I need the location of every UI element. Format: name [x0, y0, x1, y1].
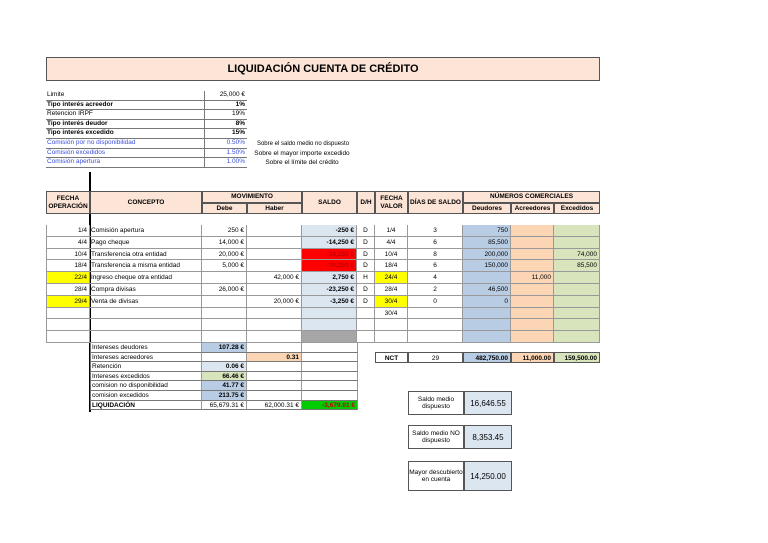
fecha-operacion-cell[interactable] [46, 319, 90, 331]
param-label: Tipo interés excedido [47, 129, 114, 137]
dias-cell[interactable]: 6 [408, 237, 463, 249]
fecha-operacion-cell[interactable]: 28/4 [46, 284, 90, 296]
summary-haber-cell: 0.31 [247, 353, 302, 363]
param-row [46, 158, 247, 168]
deudores-cell[interactable] [463, 319, 511, 331]
dias-cell[interactable]: 6 [408, 260, 463, 272]
dias-cell[interactable] [408, 331, 463, 343]
deudores-cell[interactable] [463, 272, 511, 284]
result-box-value: 16,646.55 [464, 391, 512, 415]
acreedores-cell[interactable]: 11,000 [511, 272, 554, 284]
deudores-cell[interactable] [463, 331, 511, 343]
acreedores-cell[interactable] [511, 319, 554, 331]
table-row [46, 319, 600, 331]
haber-cell[interactable] [247, 225, 302, 237]
summary-saldo-cell: -3,679.01 € [302, 401, 358, 411]
acreedores-cell[interactable] [511, 296, 554, 308]
param-row [46, 139, 247, 149]
saldo-cell[interactable]: -250 € [302, 225, 357, 237]
haber-cell[interactable] [247, 308, 302, 320]
header-saldo: SALDO [302, 191, 357, 214]
dias-cell[interactable] [408, 308, 463, 320]
result-box-label: Mayor descubierto en cuenta [408, 461, 464, 491]
header-dias-saldo: DÍAS DE SALDO [408, 191, 463, 214]
param-label: Comisión apertura [47, 158, 101, 166]
summary-saldo-cell [302, 391, 358, 401]
fecha-valor-cell[interactable]: 28/4 [375, 284, 408, 296]
concepto-cell[interactable]: Pago cheque [90, 237, 202, 249]
summary-label-cell: Intereses acreedores [90, 353, 202, 363]
summary-row [90, 391, 358, 401]
excedidos-cell[interactable]: 85,500 [554, 260, 600, 272]
dh-cell[interactable]: D [357, 284, 375, 296]
fecha-valor-cell[interactable]: 24/4 [375, 272, 408, 284]
table-row [46, 296, 600, 308]
header-excedidos: Excedidos [554, 203, 600, 214]
haber-cell[interactable]: 42,000 € [247, 272, 302, 284]
param-value[interactable]: 15% [204, 129, 246, 138]
result-box-value: 8,353.45 [464, 425, 512, 449]
header-haber: Haber [247, 203, 302, 214]
header-acreedores: Acreedores [511, 203, 554, 214]
saldo-cell[interactable] [302, 319, 357, 331]
summary-debe-cell: 66.46 € [202, 372, 247, 382]
param-label: Comisión excedidos [47, 148, 106, 156]
saldo-cell[interactable]: -34,250 € [302, 249, 357, 261]
debe-cell[interactable] [202, 331, 247, 343]
result-boxes [408, 391, 512, 491]
fecha-valor-cell[interactable]: 30/4 [375, 308, 408, 320]
dh-cell[interactable] [357, 319, 375, 331]
haber-cell[interactable] [247, 249, 302, 261]
debe-cell[interactable] [202, 296, 247, 308]
deudores-cell[interactable]: 46,500 [463, 284, 511, 296]
summary-haber-cell [247, 343, 302, 353]
fecha-valor-cell[interactable] [375, 319, 408, 331]
fecha-operacion-cell[interactable]: 22/4 [46, 272, 90, 284]
movements-table [46, 225, 600, 343]
fecha-operacion-cell[interactable] [46, 331, 90, 343]
excedidos-cell[interactable] [554, 225, 600, 237]
acreedores-cell[interactable] [511, 225, 554, 237]
summary-row [90, 401, 358, 411]
dias-cell[interactable] [408, 319, 463, 331]
debe-cell[interactable] [202, 319, 247, 331]
concepto-cell[interactable]: Venta de divisas [90, 296, 202, 308]
header-movimiento: MOVIMIENTO [202, 191, 302, 203]
fecha-operacion-cell[interactable]: 10/4 [46, 249, 90, 261]
dh-cell[interactable]: D [357, 296, 375, 308]
dh-cell[interactable] [357, 331, 375, 343]
param-row [46, 110, 247, 120]
saldo-cell[interactable]: -3,250 € [302, 296, 357, 308]
haber-cell[interactable] [247, 331, 302, 343]
param-value[interactable]: 1.50% [204, 149, 246, 158]
table-row [46, 260, 600, 272]
fecha-valor-cell[interactable]: 4/4 [375, 237, 408, 249]
param-value[interactable]: 19% [204, 110, 246, 119]
param-row [46, 120, 247, 130]
dh-cell[interactable]: D [357, 260, 375, 272]
acreedores-cell[interactable] [511, 308, 554, 320]
table-row [46, 308, 600, 320]
summary-saldo-cell [302, 362, 358, 372]
excedidos-cell[interactable] [554, 237, 600, 249]
excedidos-cell[interactable] [554, 331, 600, 343]
acreedores-cell[interactable] [511, 249, 554, 261]
summary-saldo-cell [302, 381, 358, 391]
saldo-cell[interactable]: -23,250 € [302, 284, 357, 296]
header-numeros-comerciales: NÚMEROS COMERCIALES [463, 191, 600, 203]
fecha-valor-cell[interactable]: 30/4 [375, 296, 408, 308]
dias-cell[interactable]: 2 [408, 284, 463, 296]
param-label: Limite [47, 91, 65, 98]
summary-row [90, 372, 358, 382]
summary-label-cell: comision no disponibilidad [90, 381, 202, 391]
table-row [46, 249, 600, 261]
summary-debe-cell: 65,679.31 € [202, 401, 247, 411]
acreedores-cell[interactable] [511, 331, 554, 343]
excedidos-cell[interactable] [554, 284, 600, 296]
totals-exce-cell: 159,500.00 [554, 352, 600, 363]
debe-cell[interactable] [202, 308, 247, 320]
concepto-cell[interactable] [90, 308, 202, 320]
header-debe: Debe [202, 203, 247, 214]
debe-cell[interactable] [202, 272, 247, 284]
summary-table [90, 343, 358, 410]
dias-cell[interactable]: 4 [408, 272, 463, 284]
summary-label-cell: Retención [90, 362, 202, 372]
summary-row [90, 343, 358, 353]
excedidos-cell[interactable] [554, 272, 600, 284]
saldo-cell[interactable] [302, 331, 357, 343]
concepto-cell[interactable]: Transferencia otra entidad [90, 249, 202, 261]
concepto-cell[interactable]: Compra divisas [90, 284, 202, 296]
deudores-cell[interactable]: 750 [463, 225, 511, 237]
haber-cell[interactable] [247, 260, 302, 272]
debe-cell[interactable]: 250 € [202, 225, 247, 237]
sheet-title: LIQUIDACIÓN CUENTA DE CRÉDITO [46, 57, 600, 81]
haber-cell[interactable] [247, 319, 302, 331]
summary-debe-cell: 213.75 € [202, 391, 247, 401]
summary-debe-cell: 0.06 € [202, 362, 247, 372]
table-row [46, 272, 600, 284]
summary-row [90, 381, 358, 391]
saldo-cell[interactable] [302, 308, 357, 320]
param-value[interactable]: 0.50% [204, 139, 246, 148]
totals-label-cell: NCT [375, 352, 408, 363]
totals-acre-cell: 11,000.00 [511, 352, 554, 363]
summary-saldo-cell [302, 343, 358, 353]
param-value[interactable]: 25,000 € [204, 91, 246, 100]
totals-row [375, 352, 600, 363]
haber-cell[interactable] [247, 284, 302, 296]
header-deudores: Deudores [463, 203, 511, 214]
note-apertura: Sobre el límite del crédito [265, 159, 339, 166]
param-value[interactable]: 8% [204, 120, 246, 129]
dh-cell[interactable] [357, 308, 375, 320]
result-box-label: Saldo medio dispuesto [408, 391, 464, 415]
header-fecha-operacion: FECHA OPERACIÓN [46, 191, 90, 214]
saldo-cell[interactable]: -14,250 € [302, 237, 357, 249]
fecha-operacion-cell[interactable]: 4/4 [46, 237, 90, 249]
acreedores-cell[interactable] [511, 260, 554, 272]
summary-label-cell: LIQUIDACIÓN [90, 401, 202, 411]
dh-cell[interactable]: D [357, 237, 375, 249]
totals-deud-cell: 482,750.00 [463, 352, 511, 363]
summary-debe-cell: 41.77 € [202, 381, 247, 391]
fecha-operacion-cell[interactable]: 18/4 [46, 260, 90, 272]
dh-cell[interactable]: D [357, 225, 375, 237]
result-box-label: Saldo medio NO dispuesto [408, 425, 464, 449]
deudores-cell[interactable]: 150,000 [463, 260, 511, 272]
summary-row [90, 362, 358, 372]
concepto-cell[interactable]: Transferencia a misma entidad [90, 260, 202, 272]
header-dh: D/H [357, 191, 375, 214]
deudores-cell[interactable]: 0 [463, 296, 511, 308]
note-excedidos: Sobre el mayor importe excedido [254, 150, 350, 157]
summary-saldo-cell [302, 353, 358, 363]
debe-cell[interactable]: 14,000 € [202, 237, 247, 249]
dias-cell[interactable]: 3 [408, 225, 463, 237]
fecha-operacion-cell[interactable] [46, 308, 90, 320]
debe-cell[interactable]: 5,000 € [202, 260, 247, 272]
summary-debe-cell [202, 353, 247, 363]
concepto-cell[interactable]: Ingreso cheque otra entidad [90, 272, 202, 284]
summary-haber-cell [247, 381, 302, 391]
summary-label-cell: Intereses excedidos [90, 372, 202, 382]
fecha-operacion-cell[interactable]: 29/4 [46, 296, 90, 308]
param-label: Comisión por no disponibilidad [47, 138, 136, 146]
param-row [46, 129, 247, 139]
table-row [46, 225, 600, 237]
dh-cell[interactable]: H [357, 272, 375, 284]
summary-debe-cell: 107.28 € [202, 343, 247, 353]
debe-cell[interactable]: 20,000 € [202, 249, 247, 261]
excedidos-cell[interactable] [554, 319, 600, 331]
param-row [46, 91, 247, 101]
acreedores-cell[interactable] [511, 237, 554, 249]
table-row [46, 237, 600, 249]
excedidos-cell[interactable]: 74,000 [554, 249, 600, 261]
debe-cell[interactable]: 26,000 € [202, 284, 247, 296]
table-row [46, 331, 600, 343]
haber-cell[interactable] [247, 237, 302, 249]
summary-label-cell: Intereses deudores [90, 343, 202, 353]
fecha-operacion-cell[interactable]: 1/4 [46, 225, 90, 237]
dias-cell[interactable]: 8 [408, 249, 463, 261]
fecha-valor-cell[interactable]: 1/4 [375, 225, 408, 237]
saldo-cell[interactable]: 2,750 € [302, 272, 357, 284]
haber-cell[interactable]: 20,000 € [247, 296, 302, 308]
header-fecha-valor: FECHA VALOR [375, 191, 408, 214]
concepto-cell[interactable] [90, 319, 202, 331]
fecha-valor-cell[interactable]: 18/4 [375, 260, 408, 272]
summary-haber-cell [247, 362, 302, 372]
dh-cell[interactable]: D [357, 249, 375, 261]
param-label: Tipo interés acreedor [47, 100, 113, 108]
table-row [46, 284, 600, 296]
note-no-disponibilidad: Sobre el saldo medio no dispuesto [256, 141, 350, 147]
result-box-value: 14,250.00 [464, 461, 512, 491]
deudores-cell[interactable] [463, 308, 511, 320]
acreedores-cell[interactable] [511, 284, 554, 296]
parameters-table [46, 91, 247, 168]
summary-haber-cell [247, 372, 302, 382]
concepto-cell[interactable] [90, 331, 202, 343]
totals-dias-cell: 29 [408, 352, 463, 363]
concepto-cell[interactable]: Comisión apertura [90, 225, 202, 237]
summary-label-cell: comision excedidos [90, 391, 202, 401]
param-row [46, 149, 247, 159]
summary-haber-cell: 62,000.31 € [247, 401, 302, 411]
param-value[interactable]: 1% [204, 101, 246, 110]
excedidos-cell[interactable] [554, 308, 600, 320]
fecha-valor-cell[interactable]: 10/4 [375, 249, 408, 261]
summary-saldo-cell [302, 372, 358, 382]
saldo-cell[interactable]: -39,250 € [302, 260, 357, 272]
header-concepto: CONCEPTO [90, 191, 202, 214]
param-row [46, 101, 247, 111]
dias-cell[interactable]: 0 [408, 296, 463, 308]
param-label: Tipo interés deudor [47, 119, 108, 127]
summary-row [90, 353, 358, 363]
deudores-cell[interactable]: 200,000 [463, 249, 511, 261]
deudores-cell[interactable]: 85,500 [463, 237, 511, 249]
param-value[interactable]: 1.00% [204, 158, 246, 167]
summary-haber-cell [247, 391, 302, 401]
param-label: Retencion IRPF [47, 110, 93, 118]
excedidos-cell[interactable] [554, 296, 600, 308]
fecha-valor-cell[interactable] [375, 331, 408, 343]
